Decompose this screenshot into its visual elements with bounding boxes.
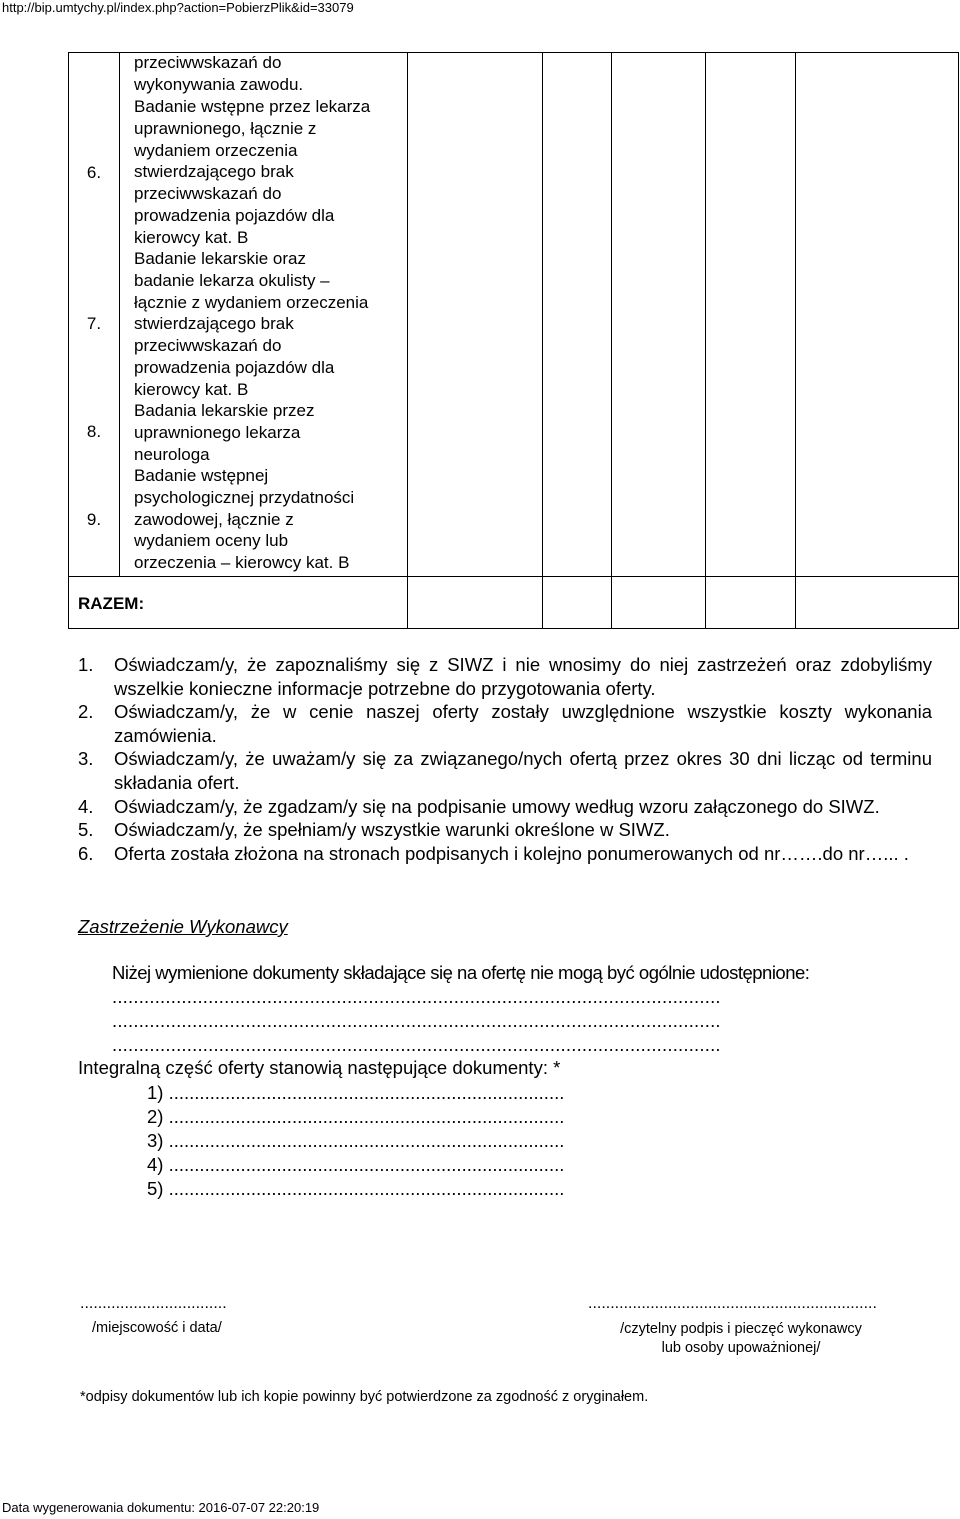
table-border-left xyxy=(68,52,69,629)
statement-3: 3. Oświadczam/y, że uważam/y się za związanego/nych ofertą przez okres 30 dni licząc od terminu składania ofert. xyxy=(78,748,932,793)
reservation-heading: Zastrzeżenie Wykonawcy xyxy=(78,916,288,937)
row-6-number: 6. xyxy=(86,163,102,182)
footnote: *odpisy dokumentów lub ich kopie powinny być potwierdzone za zgodność z oryginałem. xyxy=(80,1389,649,1405)
table-border-right xyxy=(958,52,959,629)
total-label: RAZEM: xyxy=(78,594,145,613)
confidential-line: .................................................................................................................. xyxy=(112,1034,721,1055)
table-divider-col5 xyxy=(705,52,706,629)
row-9-desc: Badanie wstępnej psychologicznej przydatności zawodowej, łącznie z wydaniem oceny lub orzeczenia – kierowcy kat. B xyxy=(134,466,355,573)
source-url: http://bip.umtychy.pl/index.php?action=PobierzPlik&id=33079 xyxy=(2,0,354,15)
integral-item: 4) ............................................................................. xyxy=(147,1154,565,1175)
services-table xyxy=(0,0,960,640)
row-6-desc: Badanie wstępne przez lekarza uprawnionego, łącznie z wydaniem orzeczenia stwierdzającego brak przeciwwskazań do prowadzenia pojazdów dla kierowcy kat. B xyxy=(134,97,371,247)
table-divider-col6 xyxy=(795,52,796,629)
integral-item: 5) ............................................................................. xyxy=(147,1178,565,1199)
place-date-label: /miejscowość i data/ xyxy=(92,1320,222,1336)
place-date-dots: ................................. xyxy=(80,1295,227,1312)
confidential-line: .................................................................................................................. xyxy=(112,986,721,1007)
table-divider-col3 xyxy=(542,52,543,629)
signature-label: /czytelny podpis i pieczęć wykonawcy lub osoby upoważnionej/ xyxy=(620,1321,862,1356)
integral-item: 2) ............................................................................. xyxy=(147,1106,565,1127)
integral-item: 1) ............................................................................. xyxy=(147,1082,565,1103)
table-total-top xyxy=(68,576,959,577)
confidential-intro: Niżej wymienione dokumenty składające się na ofertę nie mogą być ogólnie udostępnione: xyxy=(112,962,810,983)
table-divider-num xyxy=(119,52,120,576)
statement-1: 1. Oświadczam/y, że zapoznaliśmy się z SIWZ i nie wnosimy do niej zastrzeżeń oraz zdobyliśmy wszelkie konieczne informacje potrzebne do przygotowania oferty. xyxy=(78,654,932,699)
table-divider-col4 xyxy=(611,52,612,629)
statement-6: 6. Oferta została złożona na stronach podpisanych i kolejno ponumerowanych od nr…….do nr…... . xyxy=(78,842,909,864)
row-7-number: 7. xyxy=(86,314,102,333)
integral-intro: Integralną część oferty stanowią następujące dokumenty: * xyxy=(78,1057,561,1078)
row-8-number: 8. xyxy=(86,422,102,441)
statement-4: 4. Oświadczam/y, że zgadzam/y się na podpisanie umowy według wzoru załączonego do SIWZ. xyxy=(78,795,880,817)
table-divider-desc xyxy=(407,52,408,629)
statement-5: 5. Oświadczam/y, że spełniam/y wszystkie warunki określone w SIWZ. xyxy=(78,819,670,841)
confidential-line: .................................................................................................................. xyxy=(112,1010,721,1031)
generation-date: Data wygenerowania dokumentu: 2016-07-07 22:20:19 xyxy=(2,1500,320,1515)
row-cont-desc: przeciwwskazań do wykonywania zawodu. xyxy=(134,53,304,94)
row-7-desc: Badanie lekarskie oraz badanie lekarza okulisty – łącznie z wydaniem orzeczenia stwierdzającego brak przeciwwskazań do prowadzenia pojazdów dla kierowcy kat. B xyxy=(134,249,369,399)
table-border-bottom xyxy=(68,628,959,629)
signature-dots: ................................................................. xyxy=(588,1295,877,1312)
row-9-number: 9. xyxy=(86,510,102,529)
integral-item: 3) ............................................................................. xyxy=(147,1130,565,1151)
row-8-desc: Badania lekarskie przez uprawnionego lekarza neurologa xyxy=(134,401,315,464)
statement-2: 2. Oświadczam/y, że w cenie naszej oferty zostały uwzględnione wszystkie koszty wykonania zamówienia. xyxy=(78,701,932,746)
statements-list xyxy=(78,653,932,865)
